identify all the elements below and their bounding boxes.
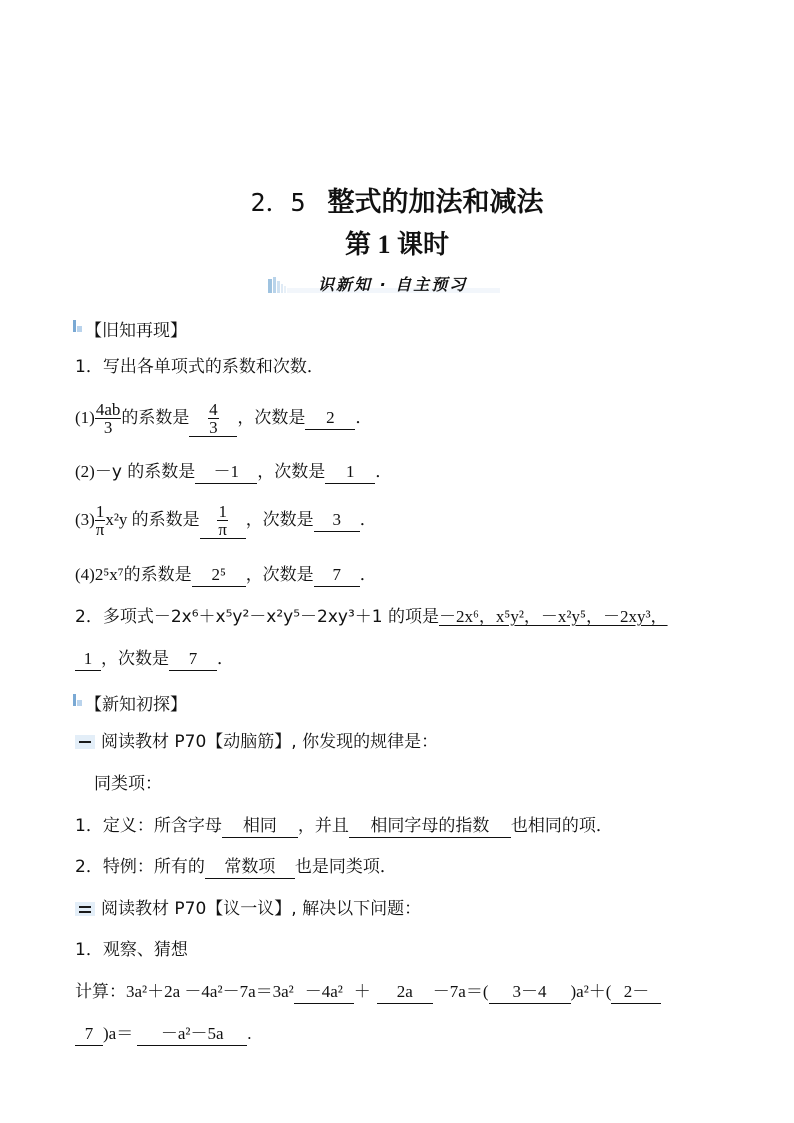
q2-answer-terms: －2x⁶，x⁵y²，－x²y⁵，－2xy³， [438, 607, 668, 626]
section-heading-review [75, 316, 187, 341]
calc-line-2 [75, 1023, 251, 1046]
title-text: 整式的加法和减法 [327, 187, 544, 218]
section-marker-icon [73, 320, 82, 332]
q1-intro: 1．写出各单项式的系数和次数． [75, 357, 324, 377]
calc-prefix: 计算：3a²＋2a －4a²－7a＝3a² [75, 982, 294, 1001]
def-answer-2: 相同字母的指数 [349, 815, 511, 838]
q1-1-fraction [95, 401, 122, 436]
calc-plus: ＋ [353, 982, 371, 1001]
section-marker-icon [73, 694, 82, 706]
observe-label: 1．观察、猜想 [75, 940, 188, 960]
q1-part1 [75, 396, 372, 440]
q1-1-frac-num: 4ab [95, 399, 121, 419]
calc-end: . [247, 1024, 252, 1043]
calc-answer-5: －a²－5a [137, 1023, 247, 1046]
q1-1-text2: ，次数是 [237, 408, 306, 428]
q1-4-answer-degree: 7 [314, 564, 360, 587]
calc-line-1 [75, 981, 661, 1004]
section-heading-explore [75, 690, 187, 715]
q1-3-ans-den: π [218, 519, 227, 539]
q1-3-answer-coef [200, 503, 246, 539]
calc-answer-4: 2－ [611, 981, 661, 1004]
q2-answer-terms-cont: 1 [75, 648, 101, 671]
special-answer: 常数项 [205, 856, 295, 879]
calc-mid: －7a＝( [432, 982, 489, 1001]
q2-text2: ，次数是 [101, 649, 169, 669]
read-1 [75, 731, 438, 753]
definition-line [75, 815, 613, 838]
reading-one-icon [75, 735, 95, 749]
q1-part4 [75, 564, 377, 587]
q2-intro: 2．多项式－2x⁶＋x⁵y²－x²y⁵－2xy³＋1 的项是 [75, 607, 439, 627]
review-heading-label: 【旧知再现】 [85, 321, 187, 341]
q1-3-answer-degree: 3 [314, 509, 360, 532]
read-2-text: 阅读教材 P70【议一议】, 解决以下问题： [101, 899, 422, 919]
q1-2-expr: －y 的系数是 [94, 462, 196, 482]
q1-3-frac-den: π [95, 519, 105, 539]
def-prefix: 1．定义：所含字母 [75, 816, 222, 836]
calc-answer-4-cont: 7 [75, 1023, 103, 1046]
special-case-line [75, 856, 397, 879]
q1-4-answer-coef: 2⁵ [192, 564, 246, 587]
def-answer-1: 相同 [222, 815, 298, 838]
q1-part3 [75, 498, 377, 542]
q1-4-expr: 2⁵x⁷的系数是 [94, 565, 192, 584]
q1-3-end: ． [359, 510, 377, 530]
calc-answer-1: －4a² [294, 981, 354, 1004]
q1-1-answer-coef [189, 401, 237, 437]
q1-3-fraction [95, 503, 106, 538]
q1-1-label: (1) [75, 408, 95, 427]
q1-part2 [75, 461, 392, 484]
q2-answer-degree: 7 [169, 648, 217, 671]
calc-mid2: )a²＋( [570, 982, 612, 1001]
calc-mid3: )a＝ [103, 1024, 134, 1043]
read-1-text: 阅读教材 P70【动脑筋】, 你发现的规律是： [101, 732, 439, 752]
q2-line2 [75, 648, 234, 671]
q1-2-label: (2) [75, 462, 95, 481]
q2-end: ． [217, 649, 234, 669]
q1-4-end: ． [359, 565, 377, 585]
q1-1-end: ． [355, 408, 373, 428]
q1-1-ans-den: 3 [209, 417, 218, 437]
q1-2-text2: ，次数是 [257, 462, 326, 482]
q1-1-ans-num: 4 [209, 399, 218, 419]
q1-2-end: ． [375, 462, 393, 482]
q1-1-text: 的系数是 [121, 408, 190, 428]
explore-heading-label: 【新知初探】 [85, 695, 187, 715]
q1-4-label: (4) [75, 565, 95, 584]
q1-3-text2: ，次数是 [245, 510, 314, 530]
def-mid: ，并且 [297, 816, 349, 836]
section-banner [0, 272, 794, 296]
q2-line1 [75, 606, 668, 628]
special-prefix: 2．特例：所有的 [75, 857, 205, 877]
calc-answer-2: 2a [377, 981, 433, 1004]
q1-3-frac-num: 1 [95, 501, 105, 521]
q1-1-answer-degree: 2 [305, 407, 355, 430]
q1-3-expr: x²y 的系数是 [105, 510, 200, 529]
page-title [0, 180, 794, 219]
def-suffix: 也相同的项． [510, 816, 613, 836]
q1-2-answer-coef: －1 [195, 461, 257, 484]
q1-3-label: (3) [75, 510, 95, 529]
q1-1-frac-den: 3 [103, 417, 113, 437]
like-terms-label: 同类项： [94, 774, 162, 794]
reading-two-icon [75, 902, 95, 916]
calc-answer-3: 3－4 [489, 981, 571, 1004]
special-suffix: 也是同类项． [294, 857, 397, 877]
section-number: 2．5 [250, 188, 306, 217]
q1-3-ans-num: 1 [218, 501, 227, 521]
q1-2-answer-degree: 1 [325, 461, 375, 484]
lesson-subtitle: 第 1 课时 [344, 230, 449, 259]
read-2 [75, 898, 421, 920]
banner-text: 识新知 · 自主预习 [318, 275, 468, 294]
q1-4-text2: ，次数是 [245, 565, 314, 585]
